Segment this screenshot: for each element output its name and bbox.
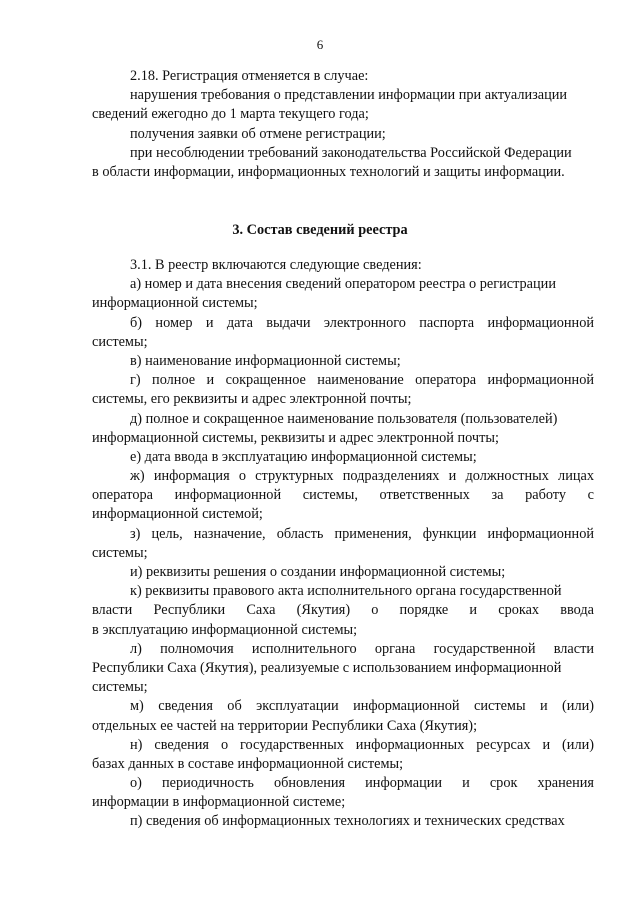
text-line: системы, его реквизиты и адрес электронной почты;: [92, 391, 412, 408]
text-line: з) цель, назначение, область применения, функции информационной: [130, 525, 594, 542]
text-line: д) полное и сокращенное наименование пользователя (пользователей): [130, 410, 558, 427]
text-line: системы;: [92, 333, 148, 350]
text-line: получения заявки об отмене регистрации;: [130, 125, 386, 142]
text-line: отдельных ее частей на территории Республики Саха (Якутия);: [92, 717, 478, 734]
text-line: базах данных в составе информационной системы;: [92, 755, 404, 772]
section-2-18: [92, 67, 594, 182]
text-line: системы;: [92, 679, 148, 696]
text-line: информационной системы;: [92, 295, 258, 312]
text-line: власти Республики Саха (Якутия) о порядке и сроках ввода: [92, 602, 594, 619]
text-line: 2.18. Регистрация отменяется в случае:: [130, 68, 369, 84]
text-line: оператора информационной системы, ответственных за работу с: [92, 487, 594, 504]
section-3-title: 3. Состав сведений реестра: [232, 222, 408, 238]
text-line: нарушения требования о представлении информации при актуализации: [130, 87, 568, 104]
text-line: в области информации, информационных технологий и защиты информации.: [92, 163, 565, 180]
text-line: м) сведения об эксплуатации информационной системы и (или): [130, 698, 594, 715]
text-line: л) полномочия исполнительного органа государственной власти: [130, 640, 594, 657]
text-line: о) периодичность обновления информации и срок хранения: [130, 775, 594, 792]
text-line: 3.1. В реестр включаются следующие сведения:: [130, 257, 422, 273]
text-line: Республики Саха (Якутия), реализуемые с использованием информационной: [92, 659, 562, 676]
text-line: е) дата ввода в эксплуатацию информационной системы;: [130, 448, 477, 465]
text-line: г) полное и сокращенное наименование оператора информационной: [130, 372, 594, 389]
text-line: б) номер и дата выдачи электронного паспорта информационной: [130, 314, 594, 331]
text-line: к) реквизиты правового акта исполнительного органа государственной: [130, 583, 562, 600]
text-line: ж) информация о структурных подразделениях и должностных лицах: [130, 468, 594, 485]
text-line: при несоблюдении требований законодательства Российской Федерации: [130, 144, 572, 161]
text-line: информации в информационной системе;: [92, 794, 346, 811]
text-line: сведений ежегодно до 1 марта текущего года;: [92, 106, 369, 123]
section-3-list: [92, 256, 594, 832]
text-line: п) сведения об информационных технологиях и технических средствах: [130, 813, 565, 830]
text-line: и) реквизиты решения о создании информационной системы;: [130, 564, 506, 580]
text-line: в эксплуатацию информационной системы;: [92, 621, 358, 638]
page-number: 6: [316, 37, 324, 52]
text-line: в) наименование информационной системы;: [130, 352, 401, 369]
text-line: а) номер и дата внесения сведений оператором реестра о регистрации: [130, 276, 556, 293]
text-line: информационной системой;: [92, 506, 263, 523]
text-line: информационной системы, реквизиты и адрес электронной почты;: [92, 429, 499, 446]
text-line: н) сведения о государственных информационных ресурсах и (или): [130, 736, 594, 753]
text-line: системы;: [92, 544, 148, 561]
